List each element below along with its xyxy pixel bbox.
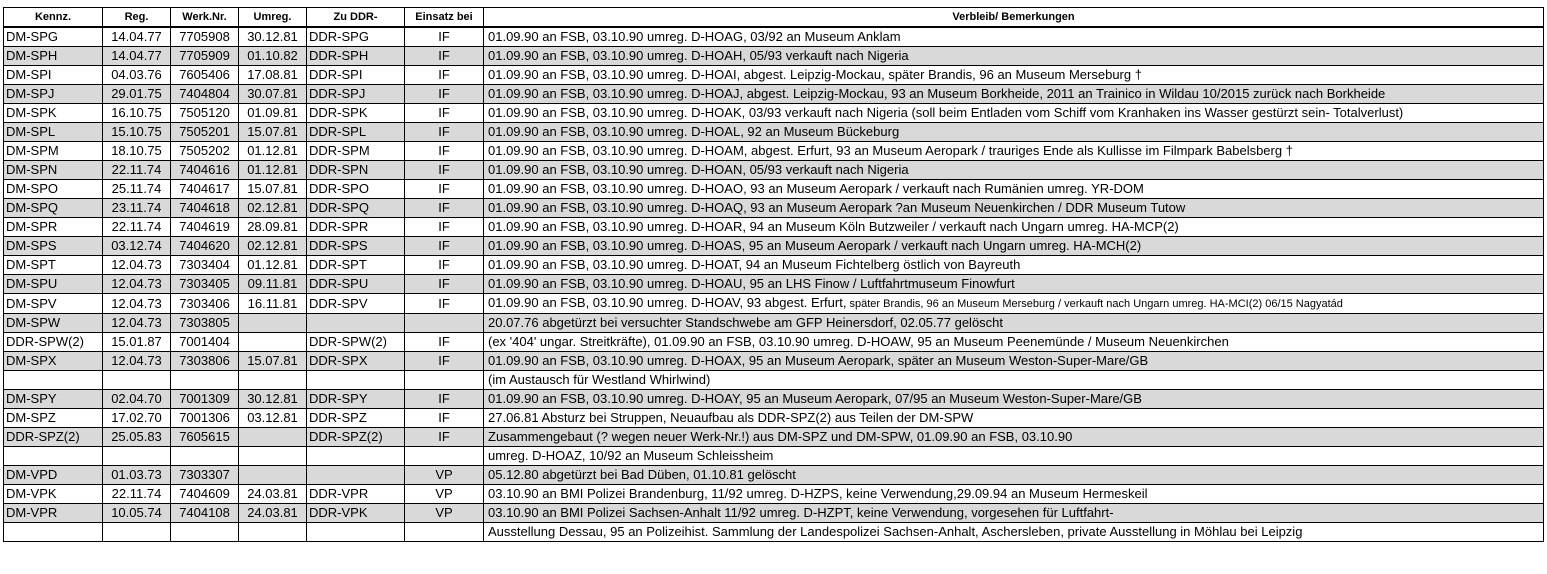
cell-kennz: DM-SPS: [4, 237, 103, 256]
cell-kennz: DM-SPG: [4, 27, 103, 47]
cell-kennz: DM-SPQ: [4, 199, 103, 218]
cell-zu-ddr: DDR-VPR: [307, 485, 405, 504]
table-row: [4, 180, 1544, 199]
cell-reg: 29.01.75: [103, 85, 171, 104]
cell-zu-ddr: DDR-SPT: [307, 256, 405, 275]
table-row: [4, 199, 1544, 218]
cell-umreg: 30.12.81: [239, 390, 307, 409]
cell-kennz: DM-SPO: [4, 180, 103, 199]
cell-reg: 15.10.75: [103, 123, 171, 142]
cell-bemerkungen: [484, 447, 1544, 466]
cell-einsatz: IF: [405, 66, 484, 85]
cell-kennz: [4, 371, 103, 390]
cell-umreg: 24.03.81: [239, 504, 307, 523]
cell-umreg: 30.07.81: [239, 85, 307, 104]
cell-bemerkungen: [484, 161, 1544, 180]
cell-umreg: 01.12.81: [239, 142, 307, 161]
cell-zu-ddr: DDR-SPQ: [307, 199, 405, 218]
cell-umreg: 15.07.81: [239, 123, 307, 142]
cell-werk-nr: 7404108: [171, 504, 239, 523]
cell-werk-nr: 7303805: [171, 314, 239, 333]
cell-werk-nr: 7404618: [171, 199, 239, 218]
cell-zu-ddr: [307, 466, 405, 485]
cell-kennz: DM-SPT: [4, 256, 103, 275]
cell-kennz: DM-SPL: [4, 123, 103, 142]
table-row: [4, 256, 1544, 275]
cell-zu-ddr: DDR-SPK: [307, 104, 405, 123]
bemerkung-text: 01.09.90 an FSB, 03.10.90 umreg. D-HOAY, 95 an Museum Aeropark, 07/95 an Museum Weston-Super-Mare/GB: [488, 391, 1142, 406]
cell-reg: 12.04.73: [103, 314, 171, 333]
cell-zu-ddr: DDR-SPZ(2): [307, 428, 405, 447]
cell-kennz: DM-VPK: [4, 485, 103, 504]
cell-einsatz: IF: [405, 27, 484, 47]
cell-reg: 16.10.75: [103, 104, 171, 123]
header-reg: Reg.: [103, 8, 171, 28]
cell-werk-nr: 7705908: [171, 27, 239, 47]
cell-reg: 12.04.73: [103, 352, 171, 371]
cell-werk-nr: 7404609: [171, 485, 239, 504]
cell-einsatz: IF: [405, 47, 484, 66]
cell-umreg: [239, 333, 307, 352]
bemerkung-text: 05.12.80 abgetürzt bei Bad Düben, 01.10.81 gelöscht: [488, 467, 796, 482]
cell-einsatz: [405, 447, 484, 466]
table-row: [4, 47, 1544, 66]
cell-bemerkungen: [484, 428, 1544, 447]
cell-zu-ddr: DDR-SPM: [307, 142, 405, 161]
cell-werk-nr: 7705909: [171, 47, 239, 66]
cell-einsatz: IF: [405, 428, 484, 447]
table-row: [4, 390, 1544, 409]
cell-einsatz: VP: [405, 485, 484, 504]
cell-bemerkungen: [484, 294, 1544, 314]
cell-umreg: [239, 466, 307, 485]
cell-reg: 12.04.73: [103, 275, 171, 294]
cell-kennz: DM-SPI: [4, 66, 103, 85]
table-row: [4, 123, 1544, 142]
cell-reg: 14.04.77: [103, 47, 171, 66]
cell-zu-ddr: DDR-VPK: [307, 504, 405, 523]
cell-reg: 15.01.87: [103, 333, 171, 352]
bemerkung-text: 01.09.90 an FSB, 03.10.90 umreg. D-HOAL, 92 an Museum Bückeburg: [488, 124, 900, 139]
cell-reg: 18.10.75: [103, 142, 171, 161]
cell-einsatz: VP: [405, 504, 484, 523]
cell-umreg: 01.12.81: [239, 161, 307, 180]
cell-zu-ddr: [307, 447, 405, 466]
bemerkung-text: Zusammengebaut (? wegen neuer Werk-Nr.!) aus DM-SPZ und DM-SPW, 01.09.90 an FSB, 03.10.90: [488, 429, 1073, 444]
cell-umreg: 30.12.81: [239, 27, 307, 47]
header-row: [4, 8, 1544, 28]
cell-kennz: DM-SPV: [4, 294, 103, 314]
cell-einsatz: IF: [405, 237, 484, 256]
header-werk-nr: Werk.Nr.: [171, 8, 239, 28]
cell-werk-nr: [171, 371, 239, 390]
cell-bemerkungen: [484, 256, 1544, 275]
cell-zu-ddr: DDR-SPW(2): [307, 333, 405, 352]
table-row: [4, 237, 1544, 256]
cell-umreg: 01.09.81: [239, 104, 307, 123]
cell-zu-ddr: DDR-SPR: [307, 218, 405, 237]
cell-einsatz: VP: [405, 466, 484, 485]
cell-bemerkungen: [484, 485, 1544, 504]
cell-reg: 14.04.77: [103, 27, 171, 47]
cell-werk-nr: [171, 447, 239, 466]
cell-einsatz: IF: [405, 409, 484, 428]
cell-zu-ddr: DDR-SPH: [307, 47, 405, 66]
cell-reg: 25.05.83: [103, 428, 171, 447]
cell-umreg: 28.09.81: [239, 218, 307, 237]
cell-kennz: DM-SPW: [4, 314, 103, 333]
cell-zu-ddr: DDR-SPI: [307, 66, 405, 85]
table-row: [4, 85, 1544, 104]
cell-reg: 25.11.74: [103, 180, 171, 199]
cell-werk-nr: 7505201: [171, 123, 239, 142]
cell-bemerkungen: [484, 123, 1544, 142]
cell-einsatz: IF: [405, 218, 484, 237]
cell-kennz: DM-SPJ: [4, 85, 103, 104]
cell-bemerkungen: [484, 390, 1544, 409]
header-umreg: Umreg.: [239, 8, 307, 28]
cell-zu-ddr: DDR-SPN: [307, 161, 405, 180]
table-row: [4, 523, 1544, 542]
cell-umreg: [239, 371, 307, 390]
cell-reg: 02.04.70: [103, 390, 171, 409]
cell-bemerkungen: [484, 47, 1544, 66]
cell-einsatz: IF: [405, 199, 484, 218]
cell-umreg: 01.12.81: [239, 256, 307, 275]
cell-werk-nr: 7404804: [171, 85, 239, 104]
bemerkung-text: 01.09.90 an FSB, 03.10.90 umreg. D-HOAR, 94 an Museum Köln Butzweiler / verkauft nach Ungarn umreg. HA-MCP(2): [488, 219, 1179, 234]
bemerkung-text: Ausstellung Dessau, 95 an Polizeihist. Sammlung der Landespolizei Sachsen-Anhalt, Aschersleben, private Ausstellung in Möhlau bei Leipzig: [488, 524, 1303, 539]
cell-kennz: DM-VPR: [4, 504, 103, 523]
cell-bemerkungen: [484, 466, 1544, 485]
bemerkung-text: 03.10.90 an BMI Polizei Sachsen-Anhalt 11/92 umreg. D-HZPT, keine Verwendung, vorgesehen für Luftfahrt-: [488, 505, 1114, 520]
cell-bemerkungen: [484, 199, 1544, 218]
cell-reg: [103, 371, 171, 390]
cell-zu-ddr: [307, 523, 405, 542]
cell-bemerkungen: [484, 333, 1544, 352]
cell-werk-nr: 7001404: [171, 333, 239, 352]
header-kennz: Kennz.: [4, 8, 103, 28]
cell-kennz: DM-SPK: [4, 104, 103, 123]
bemerkung-text-small: später Brandis, 96 an Museum Merseburg / verkauft nach Ungarn umreg. HA-MCI(2) 06/15 Nagyatád: [846, 298, 1343, 310]
cell-zu-ddr: DDR-SPY: [307, 390, 405, 409]
table-row: [4, 428, 1544, 447]
cell-werk-nr: 7303404: [171, 256, 239, 275]
cell-einsatz: IF: [405, 333, 484, 352]
cell-werk-nr: 7404620: [171, 237, 239, 256]
cell-einsatz: IF: [405, 142, 484, 161]
bemerkung-text: 01.09.90 an FSB, 03.10.90 umreg. D-HOAO, 93 an Museum Aeropark / verkauft nach Rumänien umreg. YR-DOM: [488, 181, 1144, 196]
cell-werk-nr: [171, 523, 239, 542]
cell-bemerkungen: [484, 371, 1544, 390]
cell-umreg: 15.07.81: [239, 180, 307, 199]
cell-umreg: 15.07.81: [239, 352, 307, 371]
bemerkung-text: 01.09.90 an FSB, 03.10.90 umreg. D-HOAM, abgest. Erfurt, 93 an Museum Aeropark / trauriges Ende als Kullisse im Filmpark Babelsberg †: [488, 143, 1293, 158]
cell-zu-ddr: DDR-SPX: [307, 352, 405, 371]
table-row: [4, 504, 1544, 523]
cell-einsatz: IF: [405, 256, 484, 275]
cell-werk-nr: 7404616: [171, 161, 239, 180]
aircraft-table: [3, 7, 1544, 542]
cell-bemerkungen: [484, 85, 1544, 104]
bemerkung-text: 01.09.90 an FSB, 03.10.90 umreg. D-HOAT, 94 an Museum Fichtelberg östlich von Bayreuth: [488, 257, 1021, 272]
cell-werk-nr: 7605615: [171, 428, 239, 447]
cell-umreg: 17.08.81: [239, 66, 307, 85]
cell-einsatz: [405, 371, 484, 390]
cell-bemerkungen: [484, 180, 1544, 199]
cell-bemerkungen: [484, 27, 1544, 47]
cell-einsatz: IF: [405, 390, 484, 409]
cell-reg: 01.03.73: [103, 466, 171, 485]
table-row: [4, 466, 1544, 485]
cell-kennz: DM-SPU: [4, 275, 103, 294]
cell-einsatz: IF: [405, 275, 484, 294]
cell-umreg: 03.12.81: [239, 409, 307, 428]
bemerkung-text: 20.07.76 abgetürzt bei versuchter Standschwebe am GFP Heinersdorf, 02.05.77 gelöscht: [488, 315, 1004, 330]
cell-umreg: [239, 447, 307, 466]
cell-zu-ddr: DDR-SPS: [307, 237, 405, 256]
cell-zu-ddr: DDR-SPV: [307, 294, 405, 314]
cell-zu-ddr: DDR-SPG: [307, 27, 405, 47]
table-row: [4, 218, 1544, 237]
table-row: [4, 66, 1544, 85]
table-row: [4, 275, 1544, 294]
bemerkung-text: 01.09.90 an FSB, 03.10.90 umreg. D-HOAH, 05/93 verkauft nach Nigeria: [488, 48, 909, 63]
cell-bemerkungen: [484, 352, 1544, 371]
cell-werk-nr: 7404619: [171, 218, 239, 237]
table-row: [4, 161, 1544, 180]
cell-kennz: DM-SPH: [4, 47, 103, 66]
cell-reg: [103, 523, 171, 542]
cell-bemerkungen: [484, 504, 1544, 523]
bemerkung-text: 01.09.90 an FSB, 03.10.90 umreg. D-HOAV, 93 abgest. Erfurt,: [488, 295, 847, 310]
cell-umreg: [239, 314, 307, 333]
cell-kennz: DM-SPZ: [4, 409, 103, 428]
bemerkung-text: 03.10.90 an BMI Polizei Brandenburg, 11/92 umreg. D-HZPS, keine Verwendung,29.09.94 an Museum Hermeskeil: [488, 486, 1148, 501]
cell-zu-ddr: DDR-SPZ: [307, 409, 405, 428]
cell-werk-nr: 7303806: [171, 352, 239, 371]
cell-zu-ddr: [307, 371, 405, 390]
cell-einsatz: IF: [405, 161, 484, 180]
cell-kennz: DDR-SPW(2): [4, 333, 103, 352]
cell-umreg: [239, 428, 307, 447]
cell-einsatz: IF: [405, 104, 484, 123]
cell-werk-nr: 7303405: [171, 275, 239, 294]
cell-zu-ddr: DDR-SPO: [307, 180, 405, 199]
table-row: [4, 314, 1544, 333]
table-row: [4, 27, 1544, 47]
cell-reg: 22.11.74: [103, 485, 171, 504]
cell-umreg: [239, 523, 307, 542]
cell-umreg: 09.11.81: [239, 275, 307, 294]
cell-werk-nr: 7001309: [171, 390, 239, 409]
cell-bemerkungen: [484, 409, 1544, 428]
table-row: [4, 447, 1544, 466]
cell-kennz: DM-SPR: [4, 218, 103, 237]
header-bemerkungen: Verbleib/ Bemerkungen: [484, 8, 1544, 28]
cell-reg: 03.12.74: [103, 237, 171, 256]
cell-zu-ddr: DDR-SPU: [307, 275, 405, 294]
bemerkung-text: 01.09.90 an FSB, 03.10.90 umreg. D-HOAJ, abgest. Leipzig-Mockau, 93 an Museum Borkheide, 2011 an Trainico in Wildau 10/2015 zurück nach Borkheide: [488, 86, 1386, 101]
cell-kennz: DM-SPY: [4, 390, 103, 409]
cell-einsatz: IF: [405, 123, 484, 142]
cell-bemerkungen: [484, 237, 1544, 256]
cell-bemerkungen: [484, 104, 1544, 123]
cell-umreg: 02.12.81: [239, 199, 307, 218]
table-row: [4, 294, 1544, 314]
bemerkung-text: 01.09.90 an FSB, 03.10.90 umreg. D-HOAI, abgest. Leipzig-Mockau, später Brandis, 96 an Museum Merseburg †: [488, 67, 1142, 82]
bemerkung-text: 01.09.90 an FSB, 03.10.90 umreg. D-HOAG, 03/92 an Museum Anklam: [488, 29, 901, 44]
cell-werk-nr: 7404617: [171, 180, 239, 199]
cell-bemerkungen: [484, 142, 1544, 161]
cell-umreg: 16.11.81: [239, 294, 307, 314]
bemerkung-text: 27.06.81 Absturz bei Struppen, Neuaufbau als DDR-SPZ(2) aus Teilen der DM-SPW: [488, 410, 974, 425]
table-row: [4, 142, 1544, 161]
cell-reg: 10.05.74: [103, 504, 171, 523]
bemerkung-text: (im Austausch für Westland Whirlwind): [488, 372, 711, 387]
cell-kennz: DM-SPM: [4, 142, 103, 161]
header-einsatz: Einsatz bei: [405, 8, 484, 28]
cell-einsatz: IF: [405, 85, 484, 104]
cell-umreg: 01.10.82: [239, 47, 307, 66]
cell-kennz: DDR-SPZ(2): [4, 428, 103, 447]
cell-einsatz: [405, 314, 484, 333]
cell-umreg: 02.12.81: [239, 237, 307, 256]
cell-kennz: DM-SPX: [4, 352, 103, 371]
cell-werk-nr: 7303406: [171, 294, 239, 314]
cell-reg: [103, 447, 171, 466]
bemerkung-text: 01.09.90 an FSB, 03.10.90 umreg. D-HOAX, 95 an Museum Aeropark, später an Museum Weston-Super-Mare/GB: [488, 353, 1149, 368]
cell-einsatz: IF: [405, 180, 484, 199]
bemerkung-text: (ex '404' ungar. Streitkräfte), 01.09.90 an FSB, 03.10.90 umreg. D-HOAW, 95 an Museum Peenemünde / Museum Neuenkirchen: [488, 334, 1229, 349]
bemerkung-text: 01.09.90 an FSB, 03.10.90 umreg. D-HOAS, 95 an Museum Aeropark / verkauft nach Ungarn umreg. HA-MCH(2): [488, 238, 1142, 253]
cell-einsatz: IF: [405, 352, 484, 371]
cell-werk-nr: 7505120: [171, 104, 239, 123]
table-row: [4, 371, 1544, 390]
table-row: [4, 409, 1544, 428]
cell-werk-nr: 7303307: [171, 466, 239, 485]
cell-umreg: 24.03.81: [239, 485, 307, 504]
bemerkung-text: umreg. D-HOAZ, 10/92 an Museum Schleissheim: [488, 448, 774, 463]
cell-reg: 23.11.74: [103, 199, 171, 218]
cell-einsatz: [405, 523, 484, 542]
cell-werk-nr: 7505202: [171, 142, 239, 161]
cell-bemerkungen: [484, 523, 1544, 542]
cell-reg: 17.02.70: [103, 409, 171, 428]
cell-bemerkungen: [484, 66, 1544, 85]
cell-reg: 22.11.74: [103, 218, 171, 237]
cell-einsatz: IF: [405, 294, 484, 314]
cell-zu-ddr: DDR-SPL: [307, 123, 405, 142]
cell-bemerkungen: [484, 314, 1544, 333]
cell-reg: 12.04.73: [103, 294, 171, 314]
header-zu-ddr: Zu DDR-: [307, 8, 405, 28]
cell-reg: 04.03.76: [103, 66, 171, 85]
table-row: [4, 485, 1544, 504]
cell-bemerkungen: [484, 218, 1544, 237]
cell-zu-ddr: [307, 314, 405, 333]
cell-reg: 12.04.73: [103, 256, 171, 275]
cell-bemerkungen: [484, 275, 1544, 294]
bemerkung-text: 01.09.90 an FSB, 03.10.90 umreg. D-HOAK, 03/93 verkauft nach Nigeria (soll beim Entladen vom Schiff vom Kranhaken ins Wasser gestürzt sein- Totalverlust): [488, 105, 1404, 120]
bemerkung-text: 01.09.90 an FSB, 03.10.90 umreg. D-HOAU, 95 an LHS Finow / Luftfahrtmuseum Finowfurt: [488, 276, 1015, 291]
cell-kennz: DM-SPN: [4, 161, 103, 180]
table-row: [4, 333, 1544, 352]
cell-kennz: DM-VPD: [4, 466, 103, 485]
cell-kennz: [4, 447, 103, 466]
bemerkung-text: 01.09.90 an FSB, 03.10.90 umreg. D-HOAQ, 93 an Museum Aeropark ?an Museum Neuenkirchen / DDR Museum Tutow: [488, 200, 1186, 215]
cell-zu-ddr: DDR-SPJ: [307, 85, 405, 104]
bemerkung-text: 01.09.90 an FSB, 03.10.90 umreg. D-HOAN, 05/93 verkauft nach Nigeria: [488, 162, 909, 177]
cell-werk-nr: 7001306: [171, 409, 239, 428]
cell-kennz: [4, 523, 103, 542]
cell-werk-nr: 7605406: [171, 66, 239, 85]
table-row: [4, 104, 1544, 123]
cell-reg: 22.11.74: [103, 161, 171, 180]
table-row: [4, 352, 1544, 371]
